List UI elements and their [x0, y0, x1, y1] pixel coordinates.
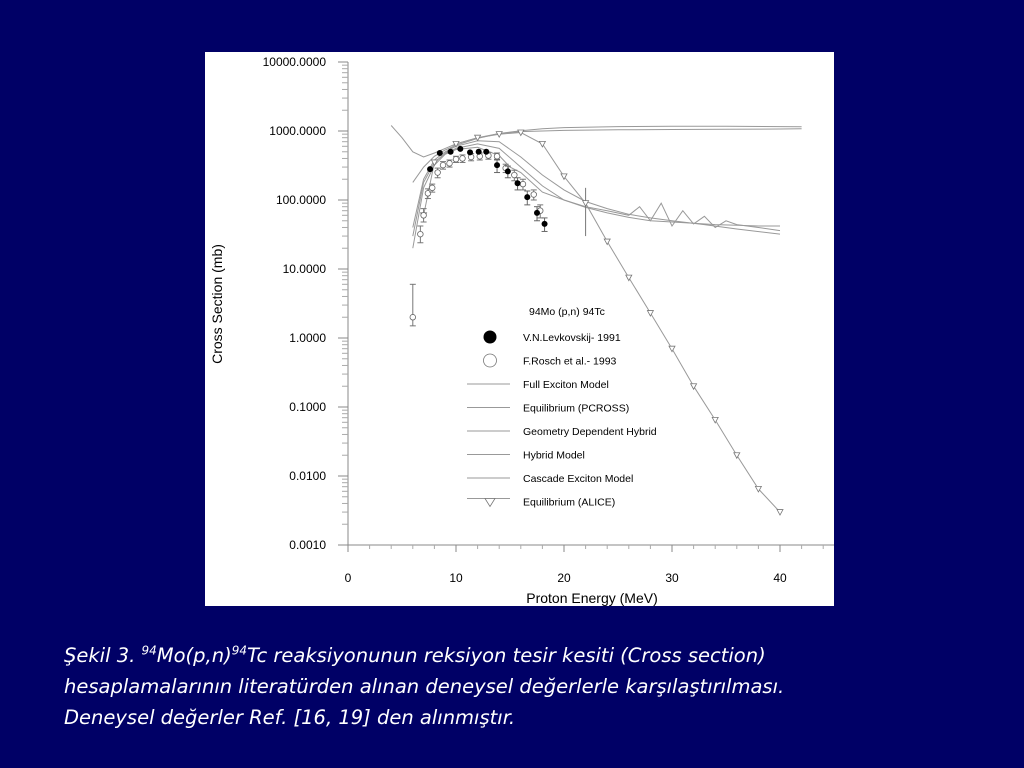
y-tick-label: 0.0010 — [289, 538, 326, 552]
caption-line-3: Deneysel değerler Ref. [16, 19] den alınmıştır. — [64, 706, 516, 729]
x-tick-label: 10 — [449, 571, 463, 585]
data-point-alice-triangle — [647, 311, 653, 317]
data-point-alice-triangle — [583, 201, 589, 207]
data-point-rosch — [440, 162, 446, 168]
data-point-rosch — [520, 181, 526, 187]
legend-title: 94Mo (p,n) 94Tc — [529, 306, 605, 318]
data-point-levkovskij — [467, 149, 473, 155]
cross-section-chart — [205, 52, 834, 606]
data-point-levkovskij — [534, 210, 540, 216]
data-point-rosch — [460, 156, 466, 162]
legend-marker-filled-circle — [484, 331, 497, 344]
legend-marker-triangle — [485, 499, 495, 507]
data-point-rosch — [447, 161, 453, 167]
caption-sup-2: 94 — [231, 643, 247, 658]
data-point-levkovskij — [542, 221, 548, 227]
data-point-levkovskij — [427, 166, 433, 172]
data-point-alice-triangle — [712, 417, 718, 423]
caption-line-2: hesaplamalarının literatürden alınan deneysel değerlerle karşılaştırılması. — [64, 675, 785, 698]
chart-panel — [205, 52, 834, 606]
data-point-alice-triangle — [669, 346, 675, 352]
data-point-rosch — [429, 185, 435, 191]
data-point-alice-triangle — [777, 510, 783, 515]
series-curve-geometry-dependent-hybrid — [413, 141, 780, 234]
data-point-rosch — [453, 156, 459, 162]
data-point-levkovskij — [524, 194, 530, 200]
caption-reaction: Mo(p,n) — [156, 644, 232, 667]
data-point-rosch — [410, 314, 416, 320]
x-tick-label: 20 — [557, 571, 571, 585]
data-point-rosch — [425, 191, 431, 197]
legend-entry-hybrid-model: Hybrid Model — [523, 449, 585, 462]
x-tick-label: 40 — [773, 571, 787, 585]
y-tick-label: 10.0000 — [282, 262, 326, 276]
series-curve-equilibrium-alice- — [424, 133, 780, 513]
data-point-levkovskij — [505, 168, 511, 174]
figure-caption — [64, 640, 964, 733]
caption-prefix: Şekil 3. — [64, 644, 142, 667]
y-tick-label: 10000.0000 — [262, 55, 326, 69]
data-point-alice-triangle — [734, 453, 740, 459]
data-point-levkovskij — [483, 149, 489, 155]
y-tick-label: 0.1000 — [289, 400, 326, 414]
y-tick-label: 100.0000 — [275, 193, 326, 207]
data-point-levkovskij — [448, 149, 454, 155]
series-curve-cascade-exciton-model — [413, 147, 780, 248]
data-point-alice-triangle — [539, 141, 545, 147]
data-point-levkovskij — [476, 149, 482, 155]
data-point-rosch — [494, 153, 500, 159]
legend-entry-cascade-exciton-model: Cascade Exciton Model — [523, 473, 634, 485]
x-tick-label: 0 — [344, 571, 352, 585]
data-point-alice-triangle — [604, 239, 610, 245]
data-point-levkovskij — [437, 150, 443, 156]
data-point-rosch — [512, 172, 518, 178]
legend-entry-geometry-dependent-hybrid: Geometry Dependent Hybrid — [523, 426, 657, 438]
legend-entry-v-n-levkovskij-1991: V.N.Levkovskij- 1991 — [523, 332, 621, 344]
y-tick-label: 1.0000 — [289, 331, 326, 345]
x-axis-title: Proton Energy (MeV) — [526, 590, 658, 606]
legend-marker-open-circle — [484, 354, 497, 367]
data-point-rosch — [435, 170, 441, 176]
caption-line-1-rest: Tc reaksiyonunun reksiyon tesir kesiti (Cross section) — [246, 644, 766, 667]
y-tick-label: 1000.0000 — [269, 124, 326, 138]
data-point-levkovskij — [515, 180, 521, 186]
y-tick-label: 0.0100 — [289, 469, 326, 483]
legend-entry-f-rosch-et-al-1993: F.Rosch et al.- 1993 — [523, 355, 617, 368]
caption-sup-1: 94 — [141, 643, 157, 658]
legend-entry-equilibrium-alice-: Equilibrium (ALICE) — [523, 496, 616, 509]
data-point-alice-triangle — [626, 275, 632, 281]
legend-entry-full-exciton-model: Full Exciton Model — [523, 379, 609, 391]
data-point-rosch — [531, 192, 537, 198]
legend-entry-equilibrium-pcross-: Equilibrium (PCROSS) — [523, 402, 630, 415]
data-point-levkovskij — [494, 162, 500, 168]
data-point-rosch — [418, 231, 424, 237]
data-point-alice-triangle — [691, 384, 697, 390]
data-point-rosch — [421, 213, 427, 219]
data-point-levkovskij — [457, 146, 463, 152]
x-tick-label: 30 — [665, 571, 679, 585]
y-axis-title: Cross Section (mb) — [209, 244, 225, 364]
caption-line-1 — [64, 640, 964, 671]
